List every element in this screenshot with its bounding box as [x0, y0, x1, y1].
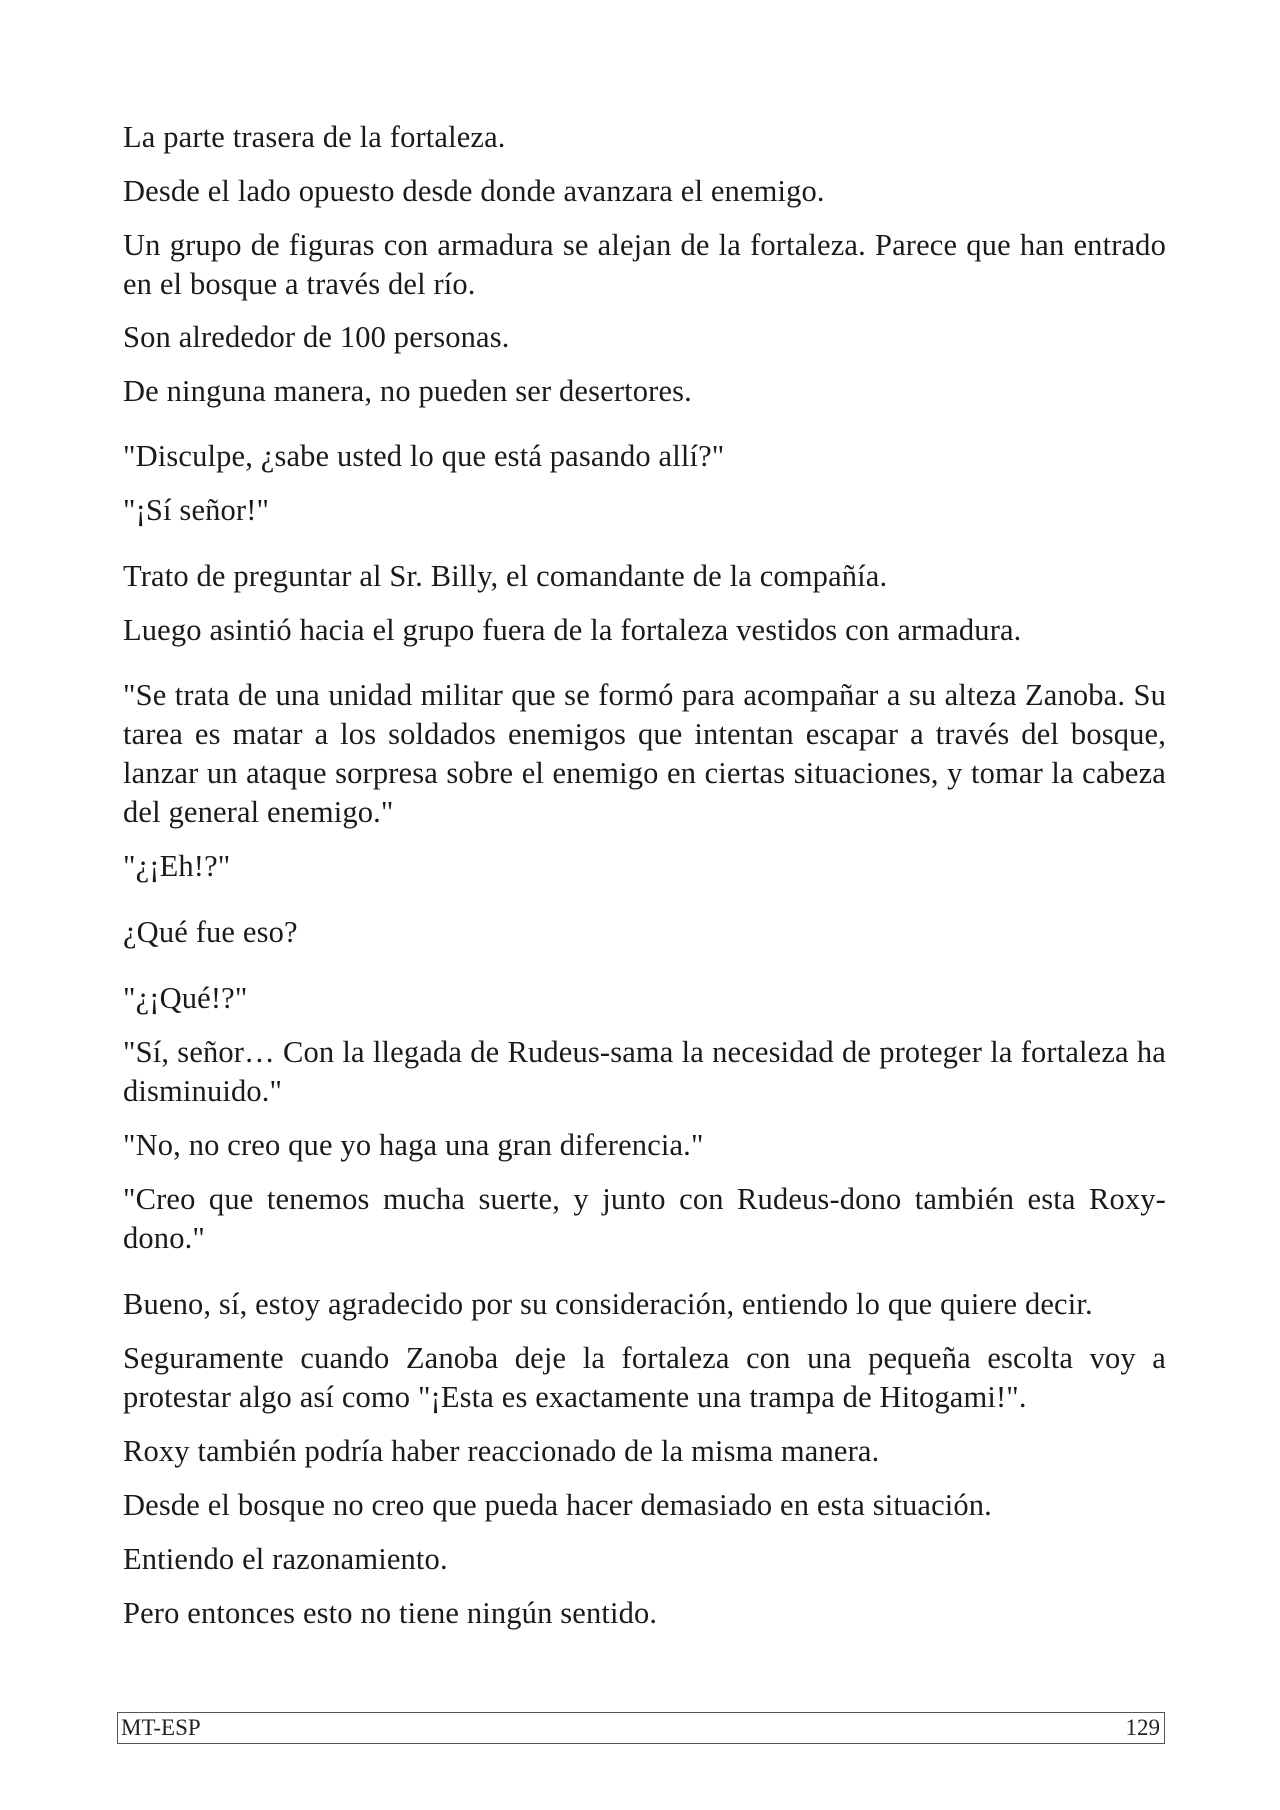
paragraph: ¿Qué fue eso?: [123, 915, 298, 949]
paragraph: Trato de preguntar al Sr. Billy, el comandante de la compañía.: [123, 559, 888, 593]
paragraph: Seguramente cuando Zanoba deje la fortaleza con una pequeña escolta voy a protestar algo así como "¡Esta es exactamente una trampa de Hitogami!".: [123, 1341, 1166, 1414]
dialogue-line: "Creo que tenemos mucha suerte, y junto con Rudeus-dono también esta Roxy-dono.": [123, 1182, 1166, 1255]
paragraph: Luego asintió hacia el grupo fuera de la fortaleza vestidos con armadura.: [123, 613, 1022, 647]
paragraph: Desde el bosque no creo que pueda hacer demasiado en esta situación.: [123, 1488, 992, 1522]
page-footer: [117, 1712, 1165, 1744]
dialogue-line: "¿¡Eh!?": [123, 849, 231, 883]
dialogue-line: "Sí, señor… Con la llegada de Rudeus-sama la necesidad de proteger la fortaleza ha disminuido.": [123, 1035, 1166, 1108]
paragraph: La parte trasera de la fortaleza.: [123, 120, 506, 154]
dialogue-line: "No, no creo que yo haga una gran diferencia.": [123, 1128, 704, 1162]
text-body: [123, 118, 1166, 1633]
paragraph: Entiendo el razonamiento.: [123, 1542, 448, 1576]
paragraph: Son alrededor de 100 personas.: [123, 320, 510, 354]
paragraph: Desde el lado opuesto desde donde avanzara el enemigo.: [123, 174, 825, 208]
paragraph: Roxy también podría haber reaccionado de la misma manera.: [123, 1434, 880, 1468]
page-number: 129: [1125, 1715, 1160, 1740]
paragraph: Bueno, sí, estoy agradecido por su consideración, entiendo lo que quiere decir.: [123, 1287, 1093, 1321]
paragraph: Un grupo de figuras con armadura se alejan de la fortaleza. Parece que han entrado en el bosque a través del río.: [123, 228, 1166, 301]
footer-label: MT-ESP: [121, 1715, 201, 1740]
dialogue-line: "Se trata de una unidad militar que se formó para acompañar a su alteza Zanoba. Su tarea es matar a los soldados enemigos que intentan escapar a través del bosque, lanzar un ataque sorpresa sobre el enemigo en ciertas situaciones, y tomar la cabeza del general enemigo.": [123, 678, 1166, 829]
dialogue-line: "¿¡Qué!?": [123, 981, 248, 1015]
dialogue-line: "¡Sí señor!": [123, 493, 270, 527]
paragraph: Pero entonces esto no tiene ningún sentido.: [123, 1596, 658, 1630]
dialogue-line: "Disculpe, ¿sabe usted lo que está pasando allí?": [123, 439, 725, 473]
paragraph: De ninguna manera, no pueden ser desertores.: [123, 374, 692, 408]
